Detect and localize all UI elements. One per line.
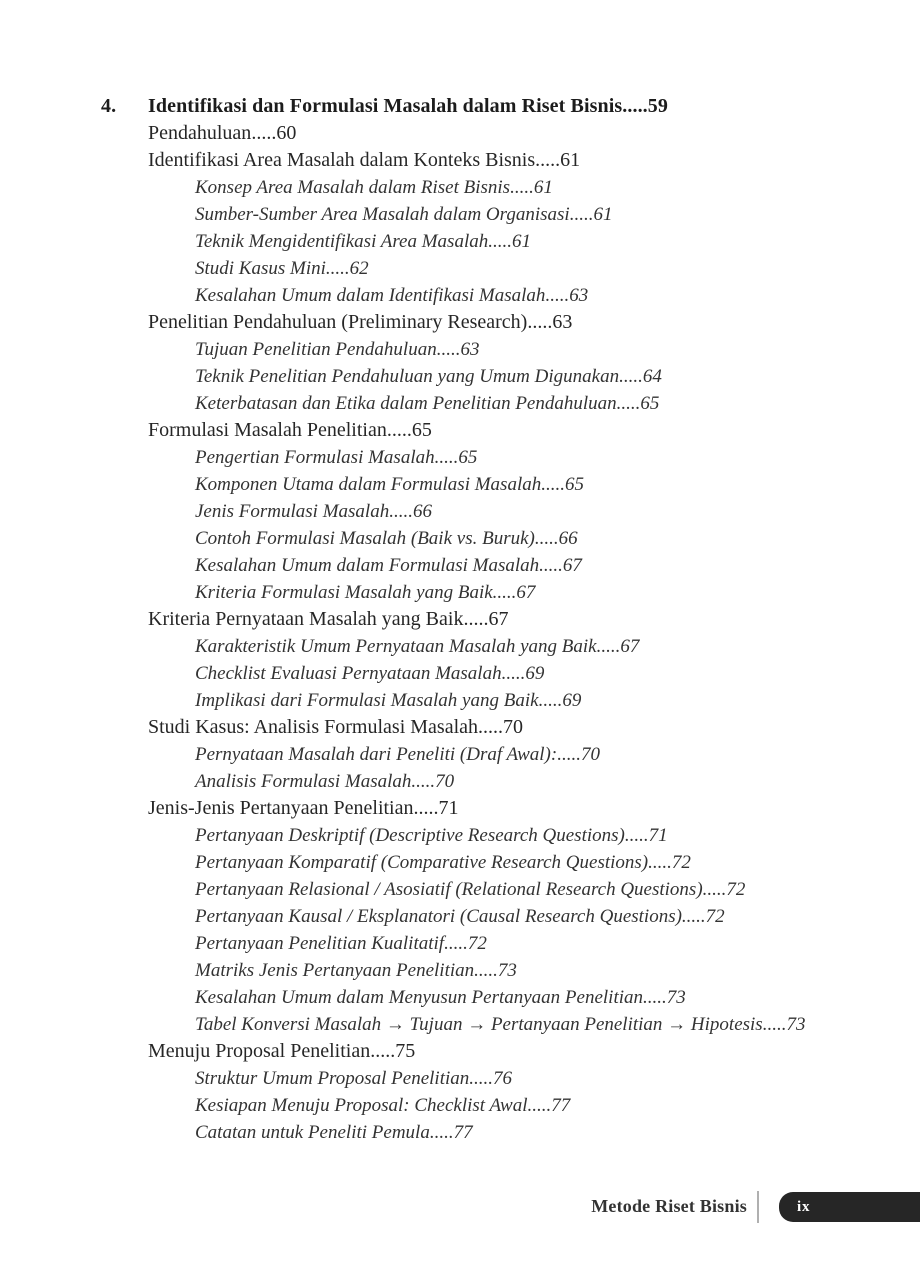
entry-page-number: 67	[620, 636, 640, 657]
entry-label: Penelitian Pendahuluan (Preliminary Research)	[148, 311, 528, 333]
entry-page-number: 70	[503, 716, 523, 738]
toc-entry	[0, 660, 920, 687]
entry-page-number: 75	[395, 1040, 416, 1062]
footer-book-title: Metode Riset Bisnis	[591, 1196, 747, 1216]
entry-page-number: 66	[412, 501, 432, 522]
entry-label: Keterbatasan dan Etika dalam Penelitian Pendahuluan	[195, 393, 617, 414]
leader-dots: .....	[527, 311, 553, 333]
entry-label: Teknik Penelitian Pendahuluan yang Umum Digunakan	[195, 366, 620, 387]
leader-dots: .....	[370, 1040, 396, 1062]
toc-entry	[0, 984, 920, 1011]
entry-page-number: 66	[558, 528, 578, 549]
leader-dots: .....	[463, 608, 489, 630]
leader-dots: .....	[541, 474, 565, 495]
entry-page-number: 72	[726, 879, 746, 900]
entry-label: Kesalahan Umum dalam Formulasi Masalah	[195, 555, 540, 576]
entry-label: Studi Kasus Mini	[195, 258, 326, 279]
toc-entry	[0, 390, 920, 417]
toc-entry	[0, 525, 920, 552]
toc-entry	[0, 741, 920, 768]
entry-label: Kesalahan Umum dalam Menyusun Pertanyaan Penelitian	[195, 987, 644, 1008]
leader-dots: .....	[762, 1014, 787, 1035]
toc-entry	[0, 1065, 920, 1092]
entry-label: Jenis-Jenis Pertanyaan Penelitian	[148, 797, 414, 819]
leader-dots: .....	[434, 447, 459, 468]
entry-label: Pertanyaan Kausal / Eksplanatori (Causal Research Questions)	[195, 906, 682, 927]
leader-dots: .....	[648, 852, 672, 873]
entry-label: Formulasi Masalah Penelitian	[148, 419, 387, 441]
leader-dots: .....	[510, 177, 534, 198]
entry-page-number: 59	[647, 95, 668, 117]
leader-dots: .....	[557, 744, 581, 765]
entry-page-number: 72	[705, 906, 725, 927]
entry-label: Contoh Formulasi Masalah (Baik vs. Buruk)	[195, 528, 535, 549]
leader-dots: .....	[436, 339, 461, 360]
leader-dots: .....	[539, 555, 563, 576]
entry-page-number: 63	[552, 311, 573, 333]
entry-label: Pengertian Formulasi Masalah	[195, 447, 435, 468]
entry-page-number: 63	[569, 285, 589, 306]
toc-entry	[0, 1011, 920, 1038]
leader-dots: .....	[619, 366, 643, 387]
leader-dots: .....	[534, 528, 559, 549]
entry-page-number: 77	[453, 1122, 473, 1143]
toc-entry	[0, 606, 920, 633]
toc-entry	[0, 1038, 920, 1065]
entry-page-number: 64	[642, 366, 662, 387]
entry-page-number: 73	[666, 987, 686, 1008]
entry-label: Implikasi dari Formulasi Masalah yang Baik	[195, 690, 539, 711]
toc-entry	[0, 228, 920, 255]
chapter-number: 4.	[101, 95, 117, 117]
toc-entry	[0, 903, 920, 930]
entry-page-number: 61	[593, 204, 613, 225]
toc-entry	[0, 849, 920, 876]
toc-entry	[0, 633, 920, 660]
leader-dots: .....	[325, 258, 350, 279]
leader-dots: .....	[527, 1095, 552, 1116]
entry-label: Karakteristik Umum Pernyataan Masalah yang Baik	[195, 636, 597, 657]
entry-label: Sumber-Sumber Area Masalah dalam Organisasi	[195, 204, 570, 225]
entry-label: Struktur Umum Proposal Penelitian	[195, 1068, 470, 1089]
toc-entry	[0, 255, 920, 282]
entry-page-number: 71	[648, 825, 668, 846]
leader-dots: .....	[413, 797, 439, 819]
toc-entry	[0, 795, 920, 822]
entry-page-number: 61	[533, 177, 553, 198]
entry-page-number: 77	[551, 1095, 571, 1116]
entry-label: Kriteria Formulasi Masalah yang Baik	[195, 582, 493, 603]
entry-page-number: 71	[438, 797, 459, 819]
entry-page-number: 63	[460, 339, 480, 360]
entry-label: Teknik Mengidentifikasi Area Masalah	[195, 231, 489, 252]
footer-divider	[757, 1191, 759, 1223]
page-number-label: ix	[797, 1198, 811, 1215]
leader-dots: .....	[386, 419, 412, 441]
entry-label: Kesiapan Menuju Proposal: Checklist Awal	[195, 1095, 528, 1116]
leader-dots: .....	[444, 933, 468, 954]
toc-entry	[0, 687, 920, 714]
leader-dots: .....	[643, 987, 667, 1008]
entry-page-number: 73	[786, 1014, 806, 1035]
leader-dots: .....	[389, 501, 413, 522]
toc-entry	[0, 282, 920, 309]
entry-page-number: 67	[516, 582, 536, 603]
toc-entry	[0, 876, 920, 903]
toc-entry	[0, 714, 920, 741]
entry-page-number: 65	[458, 447, 478, 468]
toc-entry	[0, 174, 920, 201]
entry-label: Matriks Jenis Pertanyaan Penelitian	[195, 960, 475, 981]
toc-entry	[0, 201, 920, 228]
entry-label: Menuju Proposal Penelitian	[148, 1040, 371, 1062]
toc-entry	[0, 147, 920, 174]
entry-page-number: 72	[467, 933, 487, 954]
entry-label: Checklist Evaluasi Pernyataan Masalah	[195, 663, 502, 684]
entry-page-number: 72	[671, 852, 691, 873]
entry-page-number: 67	[562, 555, 582, 576]
leader-dots: .....	[501, 663, 526, 684]
leader-dots: .....	[535, 149, 561, 171]
leader-dots: .....	[429, 1122, 454, 1143]
entry-page-number: 61	[560, 149, 581, 171]
leader-dots: .....	[545, 285, 570, 306]
toc-entry	[0, 822, 920, 849]
entry-page-number: 61	[511, 231, 531, 252]
leader-dots: .....	[478, 716, 503, 738]
toc-entry	[0, 417, 920, 444]
entry-page-number: 69	[525, 663, 545, 684]
toc-entry	[0, 930, 920, 957]
leader-dots: .....	[596, 636, 621, 657]
toc-entry	[0, 498, 920, 525]
leader-dots: .....	[492, 582, 517, 603]
entry-page-number: 76	[493, 1068, 512, 1089]
leader-dots: .....	[569, 204, 594, 225]
entry-label: Pernyataan Masalah dari Peneliti (Draf Awal):	[195, 744, 558, 765]
toc-entry	[0, 120, 920, 147]
toc-entry	[0, 444, 920, 471]
entry-label: Catatan untuk Peneliti Pemula	[195, 1122, 430, 1143]
entry-label: Pendahuluan	[148, 122, 252, 144]
leader-dots: .....	[681, 906, 706, 927]
entry-label: Konsep Area Masalah dalam Riset Bisnis	[195, 177, 511, 198]
entry-label: Identifikasi Area Masalah dalam Konteks Bisnis	[148, 149, 536, 171]
entry-label: Pertanyaan Deskriptif (Descriptive Research Questions)	[195, 825, 625, 846]
entry-page-number: 62	[349, 258, 369, 279]
page-number-badge	[779, 1192, 920, 1222]
toc-entry	[0, 363, 920, 390]
entry-page-number: 70	[435, 771, 455, 792]
entry-page-number: 69	[562, 690, 582, 711]
toc-entry	[0, 471, 920, 498]
leader-dots: .....	[474, 960, 498, 981]
entry-label: Komponen Utama dalam Formulasi Masalah	[195, 474, 542, 495]
entry-label: Tabel Konversi Masalah → Tujuan → Pertanyaan Penelitian → Hipotesis	[195, 1014, 763, 1035]
entry-page-number: 65	[564, 474, 584, 495]
toc-entry	[0, 1119, 920, 1146]
toc-list	[0, 93, 920, 1146]
entry-page-number: 70	[580, 744, 600, 765]
entry-label: Pertanyaan Relasional / Asosiatif (Relational Research Questions)	[195, 879, 703, 900]
leader-dots: .....	[538, 690, 563, 711]
toc-entry	[0, 336, 920, 363]
entry-page-number: 65	[640, 393, 660, 414]
toc-entry	[0, 552, 920, 579]
leader-dots: .....	[488, 231, 512, 252]
toc-entry	[0, 1092, 920, 1119]
leader-dots: .....	[411, 771, 436, 792]
entry-label: Studi Kasus: Analisis Formulasi Masalah	[148, 716, 478, 738]
leader-dots: .....	[616, 393, 641, 414]
leader-dots: .....	[622, 95, 648, 117]
toc-entry	[0, 309, 920, 336]
entry-label: Kesalahan Umum dalam Identifikasi Masalah	[195, 285, 546, 306]
toc-entry	[0, 579, 920, 606]
entry-label: Pertanyaan Penelitian Kualitatif	[195, 933, 445, 954]
entry-label: Jenis Formulasi Masalah	[195, 501, 390, 522]
entry-label: Identifikasi dan Formulasi Masalah dalam Riset Bisnis	[148, 95, 623, 117]
entry-label: Tujuan Penelitian Pendahuluan	[195, 339, 437, 360]
entry-page-number: 67	[488, 608, 509, 630]
toc-entry	[0, 93, 920, 120]
entry-page-number: 60	[276, 122, 297, 144]
leader-dots: .....	[251, 122, 277, 144]
toc-entry	[0, 768, 920, 795]
toc-entry	[0, 957, 920, 984]
leader-dots: .....	[702, 879, 727, 900]
leader-dots: .....	[469, 1068, 493, 1089]
entry-page-number: 65	[411, 419, 432, 441]
entry-label: Kriteria Pernyataan Masalah yang Baik	[148, 608, 464, 630]
entry-label: Analisis Formulasi Masalah	[195, 771, 412, 792]
leader-dots: .....	[624, 825, 649, 846]
entry-label: Pertanyaan Komparatif (Comparative Research Questions)	[195, 852, 649, 873]
entry-page-number: 73	[497, 960, 517, 981]
